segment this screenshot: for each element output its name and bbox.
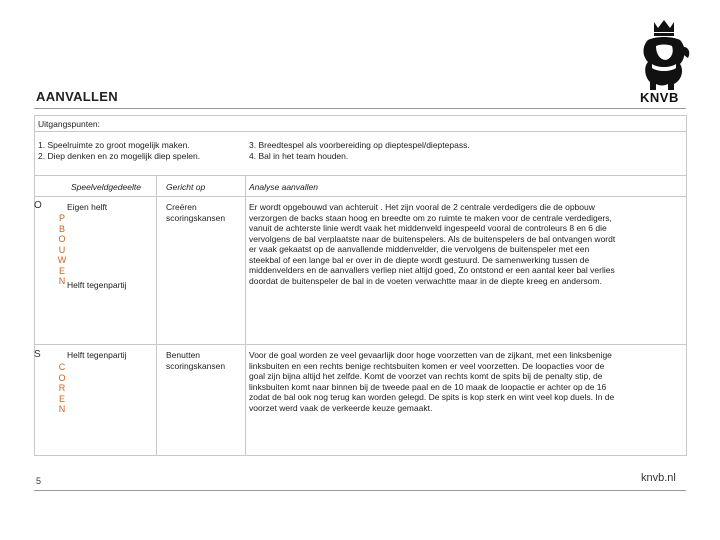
- table-top-border: [35, 115, 686, 116]
- analysis-line: linksbuiten komt naar binnen bij de tweede paal en de 10 maak de loopactie er achter op de 16: [249, 381, 607, 392]
- field-opponent-half: Helft tegenpartij: [67, 350, 127, 360]
- row-marker-scoren: S: [34, 349, 41, 360]
- page-number: 5: [36, 476, 42, 486]
- analysis-line: er vaak gekaatst op de aanvallende middenvelder, die vervolgens de buitenspeler met een: [249, 244, 590, 254]
- header-analysis: Analyse aanvallen: [249, 182, 318, 192]
- phase-letter: E: [58, 393, 65, 404]
- analysis-line: goal zijn bijna altijd het zelfde. Komt de voorzet van rechts komt de spits bij de penalty stip, de: [249, 371, 603, 381]
- intro-right-line-2: 4. Bal in het team houden.: [249, 150, 349, 161]
- phase-letter: O: [58, 234, 66, 244]
- phase-letter: C: [58, 362, 66, 372]
- phase-letter: E: [58, 265, 65, 276]
- phase-letter: U: [58, 244, 66, 255]
- analysis-line: vervolgens de bal verplaatste naar de buitenspelers. Als de buitenspelers de bal ontvangen wordt: [249, 233, 616, 244]
- page-title: AANVALLEN: [36, 89, 118, 104]
- analysis-line: voorzet werd vaak de verkeerde keuze gemaakt.: [249, 402, 433, 413]
- phase-letter: O: [58, 372, 66, 383]
- intro-label: Uitgangspunten:: [38, 119, 100, 129]
- phase-letter: B: [58, 223, 65, 234]
- phase-letter: W: [57, 255, 67, 265]
- analysis-line: middenvelders en de aanvallers verliep niet altijd goed, Zo ontstond er een aantal keer bal verlies: [249, 265, 615, 275]
- footer-divider: [34, 490, 686, 491]
- aim-line-1: Creëren: [166, 202, 197, 212]
- intro-left-line-2: 2. Diep denken en zo mogelijk diep spelen.: [38, 150, 201, 161]
- phase-letter: R: [58, 383, 66, 393]
- header-field: Speelveldgedeelte: [71, 182, 141, 192]
- field-opponent-half: Helft tegenpartij: [67, 280, 127, 290]
- phase-letter: N: [58, 404, 66, 414]
- intro-label-divider: [35, 131, 686, 132]
- title-divider: [34, 108, 686, 109]
- row-marker-opbouwen: O: [34, 200, 42, 211]
- analysis-line: linksbuiten en een rechts benige rechtsbuiten komen er veel voorzetten. De loopacties voor de: [249, 360, 605, 371]
- intro-left-line-1: 1. Speelruimte zo groot mogelijk maken.: [38, 140, 190, 150]
- field-own-half: Eigen helft: [67, 202, 108, 212]
- knvb-logo-text: KNVB: [640, 90, 679, 105]
- phase-letter: N: [58, 276, 66, 286]
- analysis-line: steekbal of een lange bal er over in de diepte wordt gestuurd. De samenwerking tussen de: [249, 254, 590, 265]
- col-divider-2: [245, 175, 246, 455]
- aim-line-2: scoringskansen: [166, 360, 226, 371]
- intro-right-line-1: 3. Breedtespel als voorbereiding op dieptespel/dieptepass.: [249, 140, 470, 150]
- phase-letters-scoren: [57, 362, 67, 415]
- analysis-line: doordat de buitenspeler de bal in de voeten verwachtte maar in de diepte kreeg en andersom.: [249, 275, 602, 286]
- analysis-table: [34, 115, 687, 456]
- row-divider: [35, 344, 686, 345]
- analysis-line: Voor de goal worden ze veel gevaarlijk door hoge voorzetten van de zijkant, met een linksbenige: [249, 350, 612, 360]
- col-divider-1: [156, 175, 157, 455]
- analysis-line: zodat de bal ook nog terug kan worden gelegd. De spits is kop sterk en wint veel kop duels. In de: [249, 392, 615, 402]
- aim-line-2: scoringskansen: [166, 212, 226, 223]
- intro-divider: [35, 175, 686, 176]
- analysis-line: Er wordt opgebouwd van achteruit . Het zijn vooral de 2 centrale verdedigers die de opbouw: [249, 202, 595, 212]
- header-divider: [35, 196, 686, 197]
- header-aim: Gericht op: [166, 182, 206, 192]
- analysis-line: vanuit de achterste linie werdt vaak het middenveld ingespeeld vooral de controleurs 8 en 6 die: [249, 223, 607, 233]
- phase-letter: P: [58, 213, 65, 223]
- aim-line-1: Benutten: [166, 350, 201, 360]
- analysis-line: verzorgen de backs staan hoog en breedte om zo ruimte te maken voor de centrale verdedigers,: [249, 212, 612, 223]
- phase-letters-opbouwen: [57, 213, 67, 287]
- footer-site: knvb.nl: [641, 472, 676, 484]
